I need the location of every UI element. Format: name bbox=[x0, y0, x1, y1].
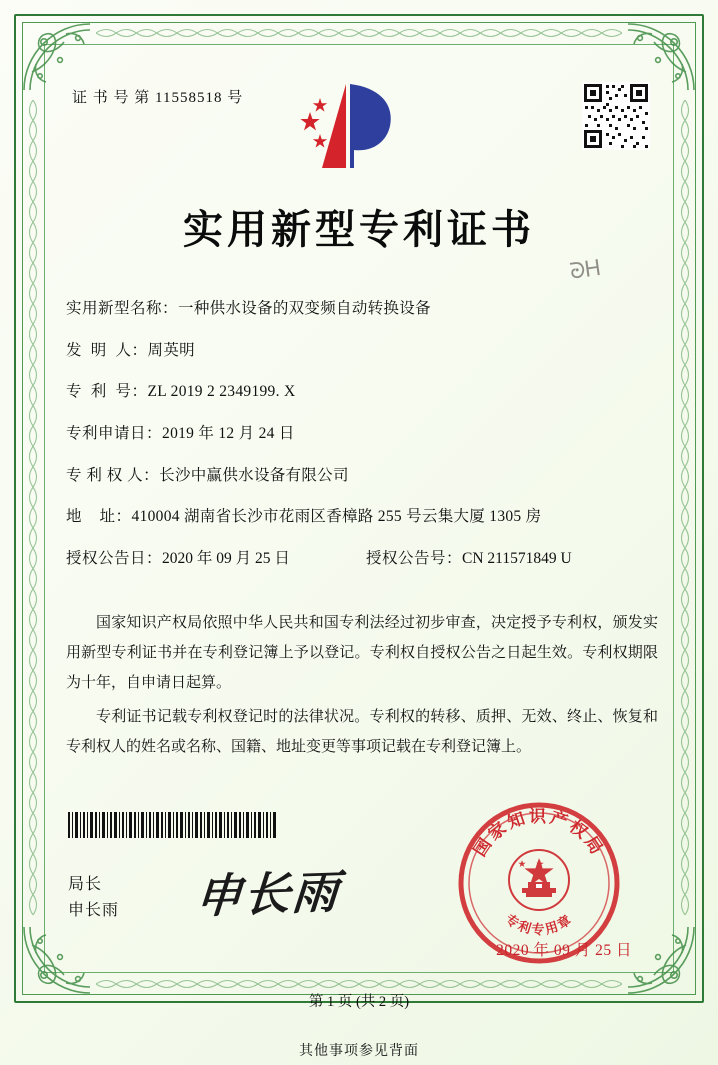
legal-text bbox=[66, 608, 658, 766]
field-label: 专利申请日： bbox=[66, 425, 163, 443]
barcode bbox=[68, 812, 276, 838]
grant-date-group bbox=[66, 548, 366, 570]
field-label: 发 明 人： bbox=[66, 341, 148, 359]
field-row-inventor bbox=[66, 340, 658, 362]
paragraph-2: 专利证书记载专利权登记时的法律状况。专利权的转移、质押、无效、终止、恢复和专利权人的姓名或名称、国籍、地址变更等事项记载在专利登记簿上。 bbox=[66, 709, 658, 755]
corner-ornament-icon bbox=[624, 923, 698, 997]
field-row-address bbox=[66, 506, 658, 528]
field-row-application-date bbox=[66, 423, 658, 445]
field-label: 专 利 号： bbox=[66, 383, 148, 401]
field-value: 一种供水设备的双变频自动转换设备 bbox=[178, 300, 431, 317]
field-value: 周英明 bbox=[147, 341, 195, 359]
corner-ornament-icon bbox=[20, 20, 94, 94]
field-value: ZL 2019 2 2349199. X bbox=[147, 383, 296, 401]
field-label: 实用新型名称： bbox=[66, 300, 179, 317]
corner-ornament-icon bbox=[20, 923, 94, 997]
signature-labels bbox=[68, 872, 119, 924]
seal-date: 2020 年 09 月 25 日 bbox=[496, 942, 632, 959]
director-title-label: 局长 bbox=[68, 876, 103, 893]
edge-pattern-bottom bbox=[96, 977, 622, 991]
page-number: 第 1 页 (共 2 页) bbox=[308, 994, 410, 1010]
field-value: 2019 年 12 月 24 日 bbox=[162, 425, 295, 443]
cnipa-logo-icon bbox=[298, 78, 408, 174]
field-row-utility-model-name bbox=[66, 298, 658, 320]
field-row-grant-announcement bbox=[66, 548, 658, 570]
page-title: 实用新型专利证书 bbox=[183, 206, 535, 253]
field-row-patentee bbox=[66, 465, 658, 487]
field-value: 410004 湖南省长沙市花雨区香樟路 255 号云集大厦 1305 房 bbox=[131, 508, 542, 526]
field-label: 地 址： bbox=[66, 508, 132, 526]
field-value: 2020 年 09 月 25 日 bbox=[162, 550, 290, 568]
svg-text:专利专用章 bbox=[502, 911, 576, 938]
director-name-label: 申长雨 bbox=[68, 902, 120, 919]
field-list bbox=[66, 298, 658, 590]
seal-top-text: 国家知识产权局 bbox=[470, 807, 608, 861]
handwritten-mark: ᘒᎻ bbox=[568, 256, 602, 285]
field-label: 专 利 权 人： bbox=[66, 466, 160, 484]
seal-bottom-text: 专利专用章 bbox=[502, 912, 576, 938]
field-value: CN 211571849 U bbox=[462, 550, 572, 568]
field-label: 授权公告号： bbox=[366, 550, 463, 568]
certificate-number: 证 书 号 第 11558518 号 bbox=[72, 90, 244, 106]
paragraph-1: 国家知识产权局依照中华人民共和国专利法经过初步审查，决定授予专利权，颁发实用新型专利证书并在专利登记簿上予以登记。专利权自授权公告之日起生效。专利权期限为十年，自申请日起算。 bbox=[66, 615, 658, 691]
edge-pattern-top bbox=[96, 26, 622, 40]
handwritten-signature: 申长雨 bbox=[193, 864, 342, 924]
field-row-patent-number bbox=[66, 381, 658, 403]
field-value: 长沙中赢供水设备有限公司 bbox=[159, 466, 349, 484]
qr-code-icon bbox=[582, 82, 650, 150]
footer-note: 其他事项参见背面 bbox=[299, 1044, 419, 1059]
field-label: 授权公告日： bbox=[66, 550, 163, 568]
svg-text:国家知识产权局 bbox=[470, 807, 608, 861]
grant-number-group bbox=[366, 548, 572, 570]
